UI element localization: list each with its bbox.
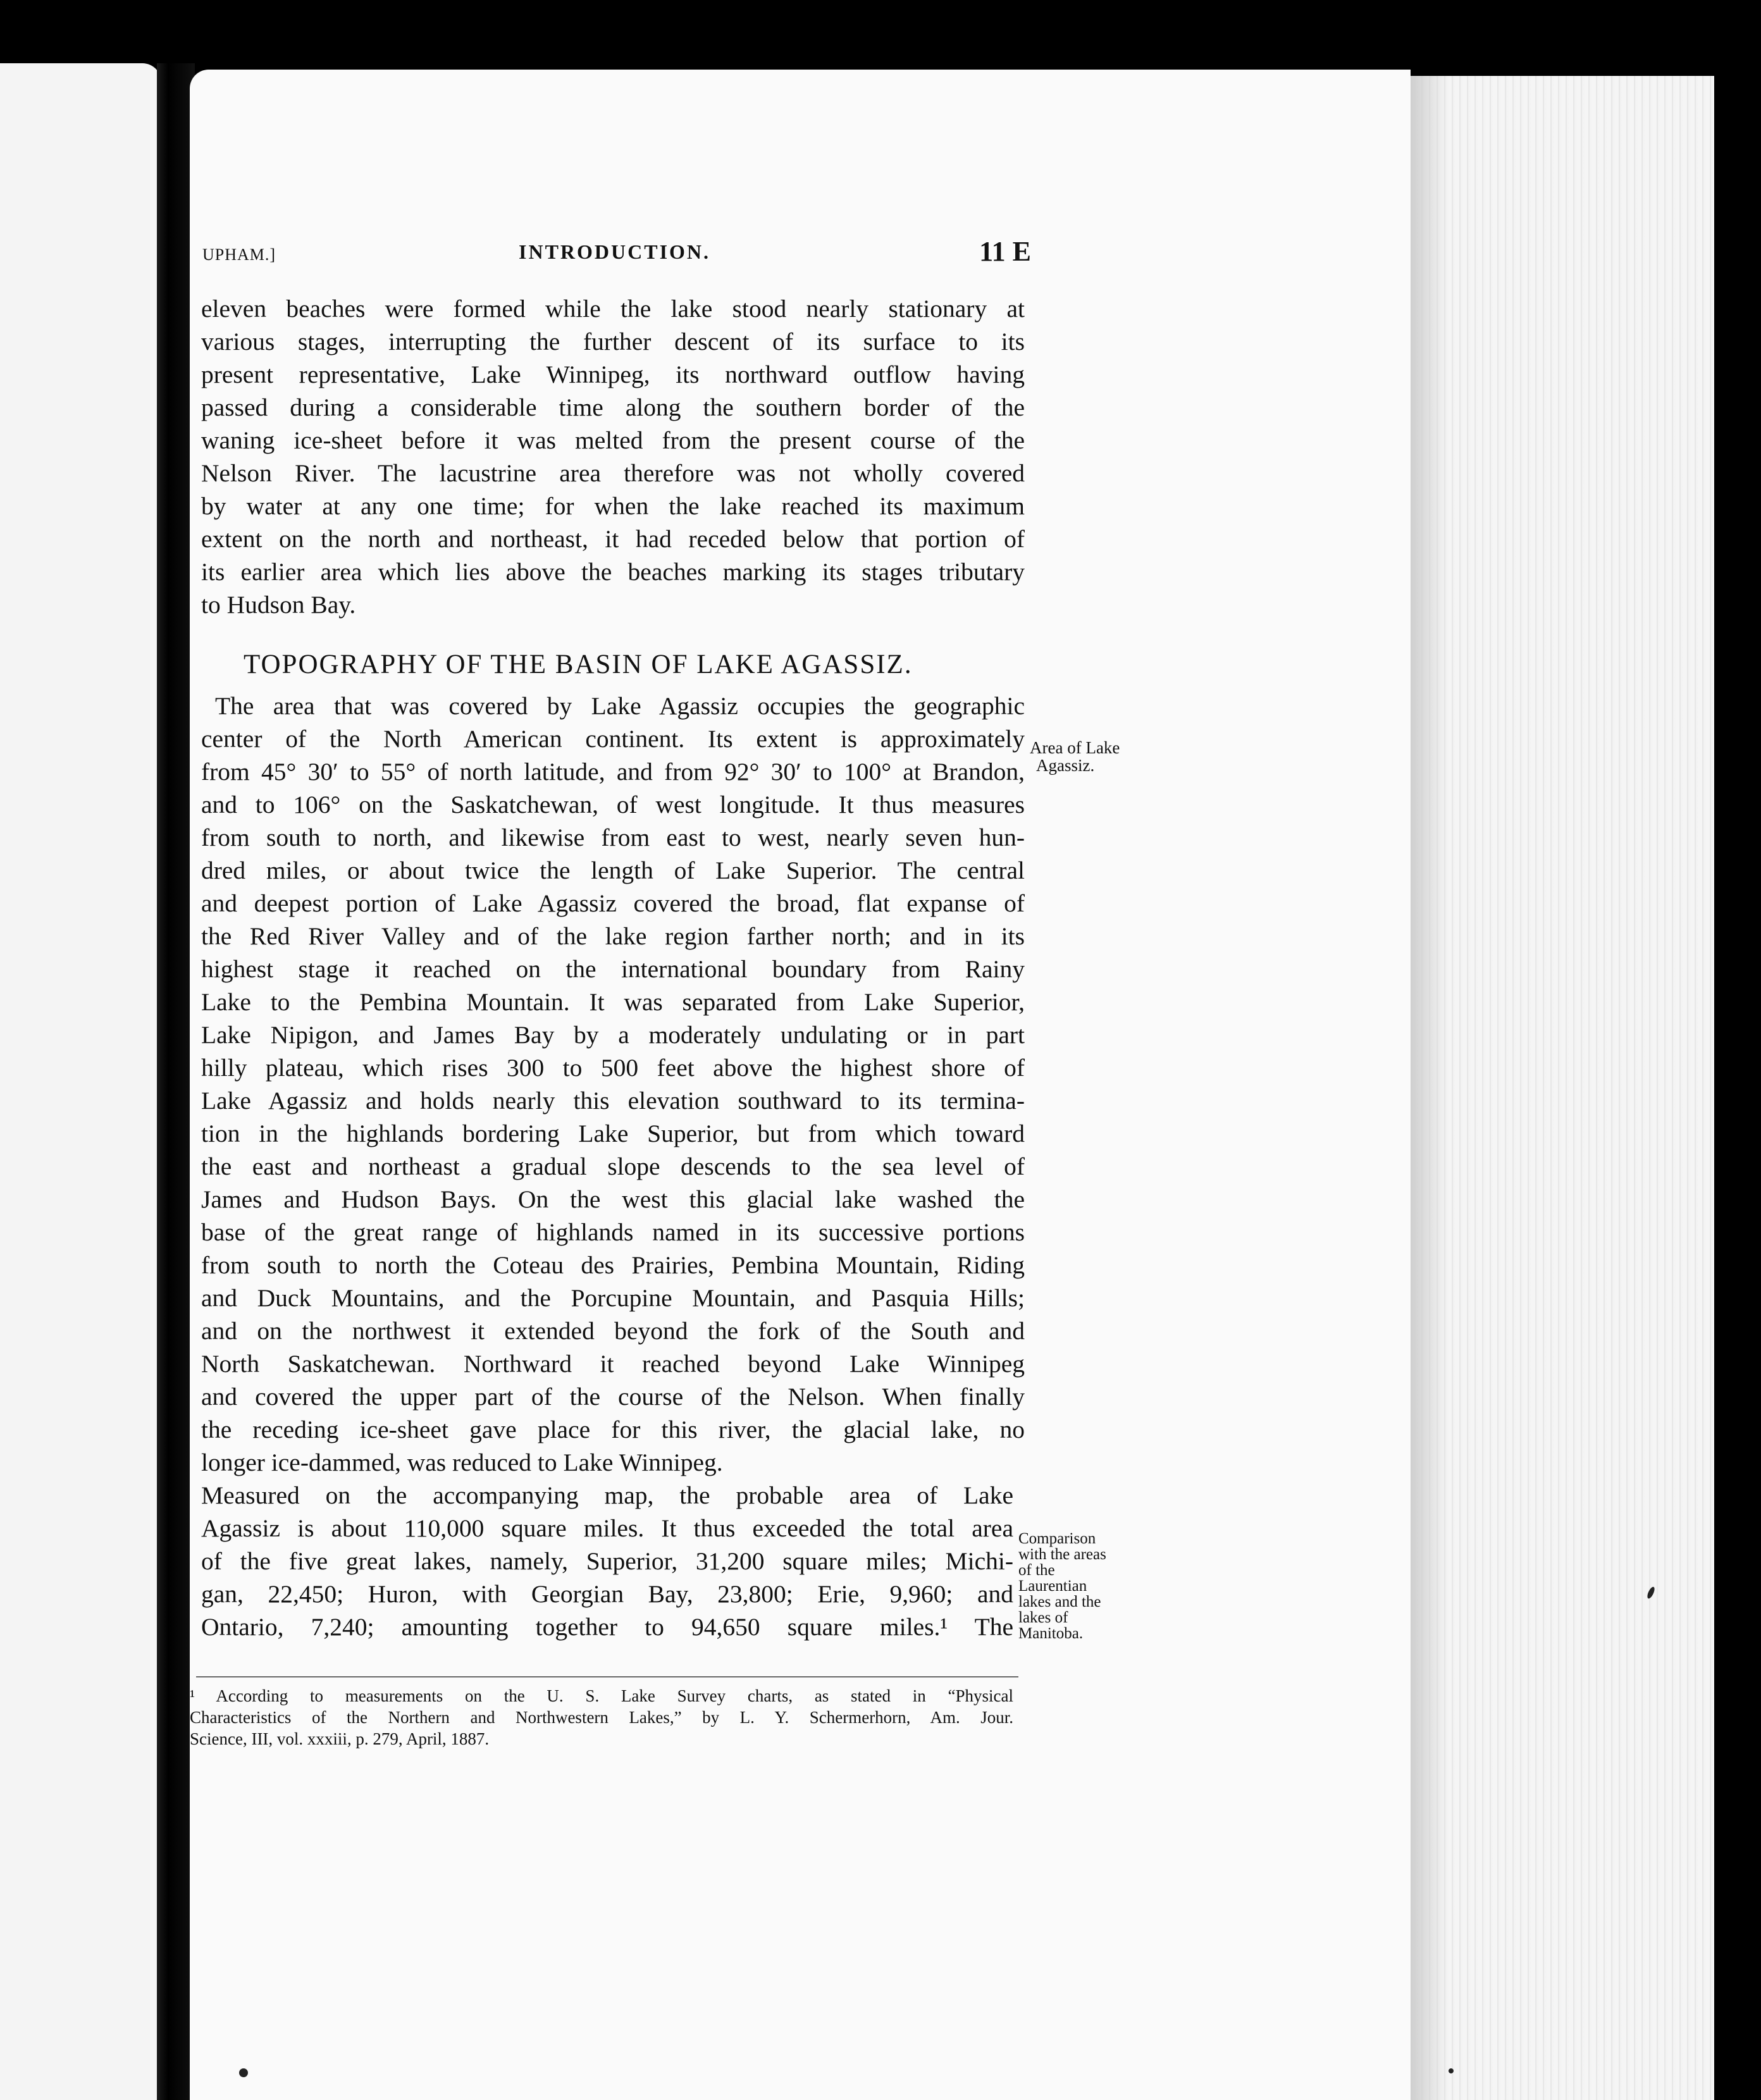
- text-line: Lake to the Pembina Mountain. It was separated from Lake Superior,: [201, 988, 1025, 1016]
- text-line: The area that was covered by Lake Agassiz occupies the geographic: [215, 692, 1025, 720]
- margin-note-line: with the areas: [1018, 1546, 1106, 1563]
- margin-note-comparison: [1018, 1531, 1106, 1641]
- text-line: and Duck Mountains, and the Porcupine Mountain, and Pasquia Hills;: [201, 1284, 1025, 1312]
- margin-note-line: Manitoba.: [1018, 1625, 1084, 1642]
- margin-note-line: lakes of: [1018, 1609, 1068, 1626]
- book-gutter: [157, 63, 195, 2100]
- text-line: from south to north the Coteau des Prairies, Pembina Mountain, Riding: [201, 1251, 1025, 1279]
- running-header: [202, 236, 1031, 278]
- margin-note-line: of the: [1018, 1562, 1055, 1579]
- margin-note-line: Laurentian: [1018, 1578, 1087, 1595]
- margin-note-line: Area of Lake: [1030, 738, 1120, 757]
- text-line: longer ice-dammed, was reduced to Lake Winnipeg.: [201, 1448, 723, 1476]
- page-edges: [1411, 76, 1714, 2100]
- text-line: Ontario, 7,240; amounting together to 94,650 square miles.¹ The: [201, 1613, 1013, 1641]
- scan-speck: [239, 2068, 248, 2077]
- text-line: North Saskatchewan. Northward it reached beyond Lake Winnipeg: [201, 1350, 1025, 1378]
- text-line: present representative, Lake Winnipeg, its northward outflow having: [201, 361, 1025, 388]
- margin-note-line: Agassiz.: [1036, 756, 1095, 775]
- footnote-line: ¹ According to measurements on the U. S. Lake Survey charts, as stated in “Physical: [190, 1686, 1013, 1705]
- scan-speck: [1449, 2068, 1454, 2073]
- text-line: and deepest portion of Lake Agassiz covered the broad, flat expanse of: [201, 889, 1025, 917]
- margin-note-line: lakes and the: [1018, 1593, 1101, 1610]
- facing-page: [0, 63, 161, 2100]
- text-line: dred miles, or about twice the length of Lake Superior. The central: [201, 856, 1025, 884]
- text-line: of the five great lakes, namely, Superior, 31,200 square miles; Michi-: [201, 1547, 1013, 1575]
- page-number: 11 E: [979, 236, 1031, 267]
- footnote-rule: [196, 1676, 1018, 1677]
- text-line: passed during a considerable time along the southern border of the: [201, 393, 1025, 421]
- text-line: James and Hudson Bays. On the west this glacial lake washed the: [201, 1185, 1025, 1213]
- margin-note-line: Comparison: [1018, 1530, 1096, 1547]
- text-line: from 45° 30′ to 55° of north latitude, and from 92° 30′ to 100° at Brandon,: [201, 758, 1025, 786]
- text-line: by water at any one time; for when the lake reached its maximum: [201, 492, 1025, 520]
- text-line: and covered the upper part of the course of the Nelson. When finally: [201, 1383, 1025, 1411]
- author-tag: UPHAM.]: [202, 245, 276, 264]
- text-line: eleven beaches were formed while the lake stood nearly stationary at: [201, 295, 1025, 323]
- running-title: INTRODUCTION.: [519, 240, 711, 263]
- text-line: center of the North American continent. Its extent is approximately: [201, 725, 1025, 753]
- text-line: Lake Agassiz and holds nearly this elevation southward to its termina-: [201, 1087, 1025, 1115]
- text-line: gan, 22,450; Huron, with Georgian Bay, 23,800; Erie, 9,960; and: [201, 1580, 1013, 1608]
- text-line: from south to north, and likewise from east to west, nearly seven hun-: [201, 824, 1025, 851]
- text-line: and on the northwest it extended beyond the fork of the South and: [201, 1317, 1025, 1345]
- text-line: the receding ice-sheet gave place for this river, the glacial lake, no: [201, 1416, 1025, 1443]
- text-line: various stages, interrupting the further descent of its surface to its: [201, 328, 1025, 355]
- text-line: Nelson River. The lacustrine area therefore was not wholly covered: [201, 459, 1025, 487]
- footnote-line: Science, III, vol. xxxiii, p. 279, April, 1887.: [190, 1729, 490, 1748]
- footnote-line: Characteristics of the Northern and Northwestern Lakes,” by L. Y. Schermerhorn, Am. Jour.: [190, 1708, 1013, 1727]
- text-line: the Red River Valley and of the lake region farther north; and in its: [201, 922, 1025, 950]
- text-line: waning ice-sheet before it was melted from the present course of the: [201, 426, 1025, 454]
- page-edges-shade: [1411, 76, 1449, 2100]
- margin-note-area: [1030, 739, 1120, 774]
- text-line: the east and northeast a gradual slope descends to the sea level of: [201, 1152, 1025, 1180]
- text-line: base of the great range of highlands named in its successive portions: [201, 1218, 1025, 1246]
- text-line: highest stage it reached on the international boundary from Rainy: [201, 955, 1025, 983]
- text-line: and to 106° on the Saskatchewan, of west longitude. It thus measures: [201, 791, 1025, 818]
- text-line: to Hudson Bay.: [201, 591, 356, 619]
- section-heading: TOPOGRAPHY OF THE BASIN OF LAKE AGASSIZ.: [244, 650, 913, 679]
- text-line: Lake Nipigon, and James Bay by a moderately undulating or in part: [201, 1021, 1025, 1049]
- text-line: Agassiz is about 110,000 square miles. It thus exceeded the total area: [201, 1514, 1013, 1542]
- text-line: extent on the north and northeast, it had receded below that portion of: [201, 525, 1025, 553]
- text-line: hilly plateau, which rises 300 to 500 feet above the highest shore of: [201, 1054, 1025, 1082]
- text-line: Measured on the accompanying map, the probable area of Lake: [201, 1481, 1013, 1509]
- text-line: tion in the highlands bordering Lake Superior, but from which toward: [201, 1120, 1025, 1147]
- text-line: its earlier area which lies above the beaches marking its stages tributary: [201, 558, 1025, 586]
